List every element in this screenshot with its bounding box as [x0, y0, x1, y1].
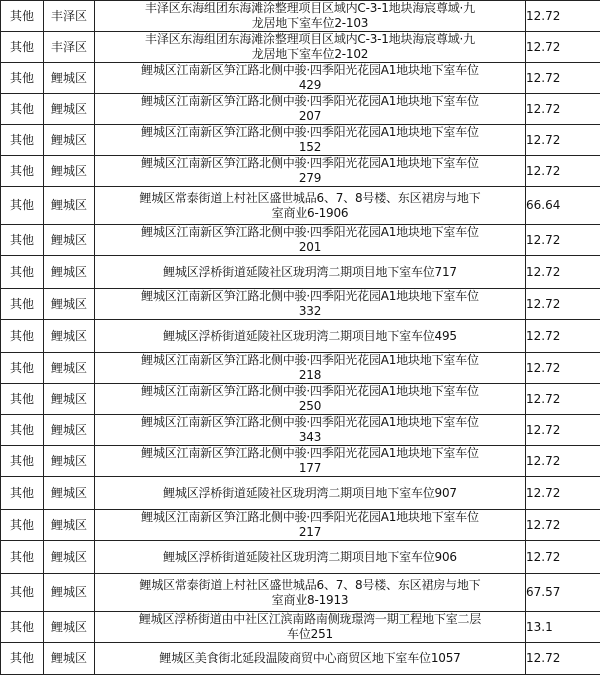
table-row [1, 187, 600, 225]
location-line: 丰泽区东海组团东海滩涂整理项目区域内C-3-1地块海宸尊域·九 [95, 1, 525, 16]
cell-type: 其他 [1, 446, 44, 477]
location-line: 室商业8-1913 [95, 593, 525, 608]
cell-location [95, 187, 526, 225]
cell-area: 12.72 [526, 289, 600, 320]
cell-location [95, 125, 526, 156]
cell-district: 鲤城区 [44, 125, 95, 156]
table-row [1, 94, 600, 125]
cell-area: 12.72 [526, 415, 600, 446]
cell-area: 12.72 [526, 256, 600, 289]
cell-type: 其他 [1, 32, 44, 63]
cell-type: 其他 [1, 187, 44, 225]
cell-district: 鲤城区 [44, 225, 95, 256]
cell-location [95, 612, 526, 643]
location-line: 室商业6-1906 [95, 206, 525, 221]
cell-location [95, 156, 526, 187]
cell-type: 其他 [1, 643, 44, 675]
location-line: 鲤城区江南新区笋江路北侧中骏·四季阳光花园A1地块地下室车位 [95, 415, 525, 430]
table-row [1, 125, 600, 156]
location-line: 429 [95, 78, 525, 93]
cell-district: 鲤城区 [44, 477, 95, 510]
cell-type: 其他 [1, 477, 44, 510]
cell-area: 12.72 [526, 353, 600, 384]
cell-location [95, 510, 526, 541]
cell-area: 12.72 [526, 63, 600, 94]
cell-location [95, 643, 526, 675]
cell-location [95, 541, 526, 574]
location-line: 217 [95, 525, 525, 540]
location-line: 鲤城区江南新区笋江路北侧中骏·四季阳光花园A1地块地下室车位 [95, 225, 525, 240]
cell-district: 鲤城区 [44, 510, 95, 541]
cell-district: 鲤城区 [44, 289, 95, 320]
location-line: 丰泽区东海组团东海滩涂整理项目区域内C-3-1地块海宸尊域·九 [95, 32, 525, 47]
table-row [1, 384, 600, 415]
location-line: 鲤城区常泰街道上村社区盛世城品6、7、8号楼、东区裙房与地下 [95, 578, 525, 593]
cell-district: 鲤城区 [44, 156, 95, 187]
cell-area: 12.72 [526, 446, 600, 477]
cell-area: 12.72 [526, 384, 600, 415]
cell-location [95, 289, 526, 320]
location-line: 鲤城区江南新区笋江路北侧中骏·四季阳光花园A1地块地下室车位 [95, 156, 525, 171]
location-line: 207 [95, 109, 525, 124]
cell-area: 67.57 [526, 574, 600, 612]
cell-district: 鲤城区 [44, 384, 95, 415]
table-row [1, 289, 600, 320]
table-row [1, 415, 600, 446]
cell-location [95, 415, 526, 446]
cell-location [95, 94, 526, 125]
cell-district: 鲤城区 [44, 94, 95, 125]
cell-type: 其他 [1, 256, 44, 289]
table-row [1, 353, 600, 384]
cell-area: 12.72 [526, 125, 600, 156]
location-line: 鲤城区美食街北延段温陵商贸中心商贸区地下室车位1057 [95, 651, 525, 666]
cell-location [95, 353, 526, 384]
cell-district: 鲤城区 [44, 541, 95, 574]
cell-type: 其他 [1, 415, 44, 446]
cell-type: 其他 [1, 289, 44, 320]
cell-area: 12.72 [526, 643, 600, 675]
cell-type: 其他 [1, 510, 44, 541]
location-line: 龙居地下室车位2-102 [95, 47, 525, 62]
cell-area: 13.1 [526, 612, 600, 643]
location-line: 218 [95, 368, 525, 383]
cell-location [95, 320, 526, 353]
cell-district: 丰泽区 [44, 32, 95, 63]
location-line: 鲤城区江南新区笋江路北侧中骏·四季阳光花园A1地块地下室车位 [95, 384, 525, 399]
cell-type: 其他 [1, 125, 44, 156]
cell-location [95, 1, 526, 32]
cell-district: 鲤城区 [44, 574, 95, 612]
cell-type: 其他 [1, 156, 44, 187]
cell-district: 鲤城区 [44, 612, 95, 643]
cell-district: 鲤城区 [44, 320, 95, 353]
cell-district: 鲤城区 [44, 256, 95, 289]
location-line: 鲤城区江南新区笋江路北侧中骏·四季阳光花园A1地块地下室车位 [95, 446, 525, 461]
cell-location [95, 32, 526, 63]
table-row [1, 32, 600, 63]
cell-type: 其他 [1, 574, 44, 612]
cell-district: 鲤城区 [44, 643, 95, 675]
table-body [1, 1, 600, 675]
cell-area: 12.72 [526, 225, 600, 256]
location-line: 343 [95, 430, 525, 445]
cell-district: 鲤城区 [44, 353, 95, 384]
cell-area: 12.72 [526, 32, 600, 63]
cell-area: 12.72 [526, 320, 600, 353]
location-line: 鲤城区浮桥街道延陵社区珑玥湾二期项目地下室车位907 [95, 486, 525, 501]
cell-location [95, 63, 526, 94]
cell-location [95, 446, 526, 477]
location-line: 鲤城区江南新区笋江路北侧中骏·四季阳光花园A1地块地下室车位 [95, 94, 525, 109]
cell-type: 其他 [1, 612, 44, 643]
cell-location [95, 477, 526, 510]
table-row [1, 574, 600, 612]
cell-type: 其他 [1, 63, 44, 94]
cell-location [95, 256, 526, 289]
cell-area: 12.72 [526, 477, 600, 510]
table-row [1, 612, 600, 643]
cell-type: 其他 [1, 384, 44, 415]
location-line: 龙居地下室车位2-103 [95, 16, 525, 31]
location-line: 152 [95, 140, 525, 155]
location-line: 鲤城区常泰街道上村社区盛世城品6、7、8号楼、东区裙房与地下 [95, 191, 525, 206]
cell-district: 鲤城区 [44, 446, 95, 477]
cell-type: 其他 [1, 94, 44, 125]
location-line: 332 [95, 304, 525, 319]
location-line: 250 [95, 399, 525, 414]
table-row [1, 256, 600, 289]
cell-location [95, 574, 526, 612]
cell-area: 12.72 [526, 156, 600, 187]
table-row [1, 541, 600, 574]
location-line: 鲤城区江南新区笋江路北侧中骏·四季阳光花园A1地块地下室车位 [95, 63, 525, 78]
table-row [1, 1, 600, 32]
cell-type: 其他 [1, 353, 44, 384]
cell-district: 鲤城区 [44, 63, 95, 94]
table-row [1, 225, 600, 256]
table-row [1, 320, 600, 353]
cell-location [95, 225, 526, 256]
table-row [1, 510, 600, 541]
location-line: 车位251 [95, 627, 525, 642]
location-line: 鲤城区江南新区笋江路北侧中骏·四季阳光花园A1地块地下室车位 [95, 125, 525, 140]
table-row [1, 643, 600, 675]
cell-area: 12.72 [526, 510, 600, 541]
cell-type: 其他 [1, 1, 44, 32]
cell-location [95, 384, 526, 415]
cell-area: 66.64 [526, 187, 600, 225]
cell-type: 其他 [1, 225, 44, 256]
cell-area: 12.72 [526, 541, 600, 574]
location-line: 鲤城区浮桥街道延陵社区珑玥湾二期项目地下室车位495 [95, 329, 525, 344]
cell-district: 鲤城区 [44, 187, 95, 225]
table-row [1, 477, 600, 510]
location-line: 鲤城区江南新区笋江路北侧中骏·四季阳光花园A1地块地下室车位 [95, 289, 525, 304]
table-row [1, 156, 600, 187]
location-line: 鲤城区浮桥街道由中社区江滨南路南侧珑璟湾一期工程地下室二层 [95, 612, 525, 627]
cell-district: 丰泽区 [44, 1, 95, 32]
cell-area: 12.72 [526, 94, 600, 125]
location-line: 279 [95, 171, 525, 186]
location-line: 鲤城区浮桥街道延陵社区珑玥湾二期项目地下室车位906 [95, 550, 525, 565]
location-line: 鲤城区江南新区笋江路北侧中骏·四季阳光花园A1地块地下室车位 [95, 353, 525, 368]
cell-type: 其他 [1, 320, 44, 353]
location-line: 鲤城区江南新区笋江路北侧中骏·四季阳光花园A1地块地下室车位 [95, 510, 525, 525]
table-row [1, 63, 600, 94]
cell-area: 12.72 [526, 1, 600, 32]
location-line: 201 [95, 240, 525, 255]
cell-type: 其他 [1, 541, 44, 574]
table-row [1, 446, 600, 477]
location-line: 177 [95, 461, 525, 476]
cell-district: 鲤城区 [44, 415, 95, 446]
location-line: 鲤城区浮桥街道延陵社区珑玥湾二期项目地下室车位717 [95, 265, 525, 280]
